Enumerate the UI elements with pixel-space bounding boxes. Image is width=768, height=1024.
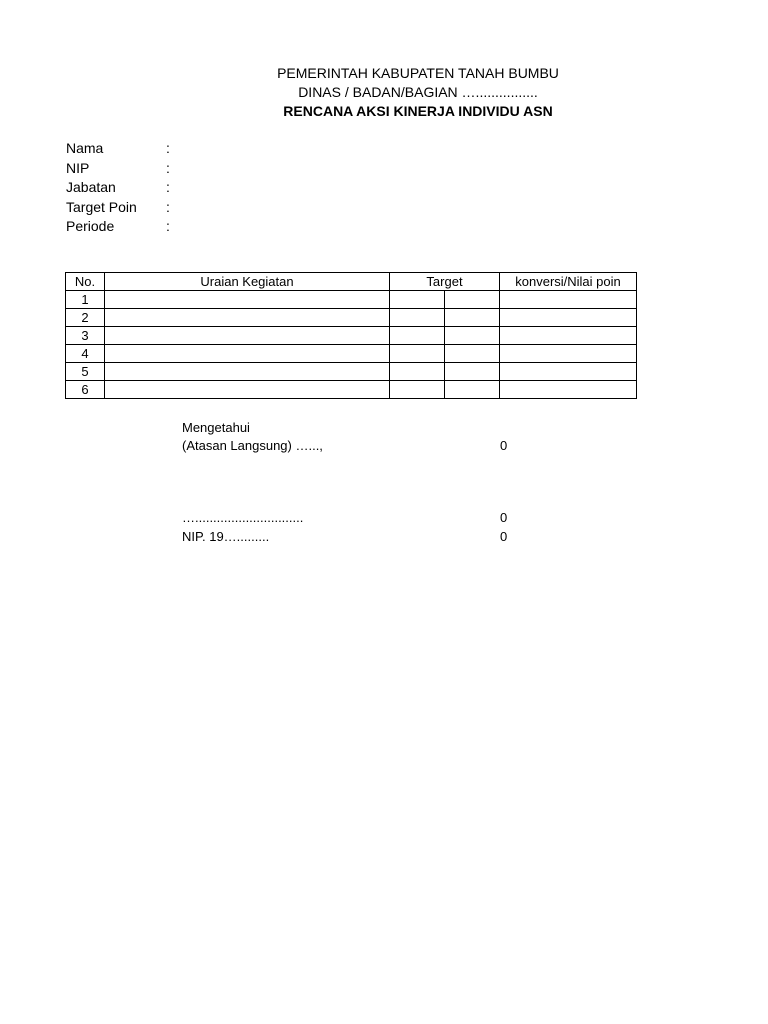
table-header-row <box>66 273 637 291</box>
target-cell-1 <box>390 363 445 381</box>
konversi-cell <box>500 381 637 399</box>
uraian-cell <box>105 381 390 399</box>
target-cell-2 <box>445 327 500 345</box>
header-target: Target <box>390 273 500 291</box>
table-row <box>66 363 637 381</box>
konversi-cell <box>500 345 637 363</box>
target-cell-1 <box>390 345 445 363</box>
atasan-value: 0 <box>500 438 508 453</box>
activity-table <box>65 272 637 399</box>
table-row <box>66 309 637 327</box>
target-cell-2 <box>445 381 500 399</box>
jabatan-colon: : <box>166 179 170 195</box>
department-line: DINAS / BADAN/BAGIAN …................ <box>298 84 538 100</box>
uraian-cell <box>105 345 390 363</box>
info-row-target-poin <box>66 198 178 218</box>
employee-info <box>66 139 178 237</box>
header-no: No. <box>66 273 105 291</box>
target-cell-2 <box>445 363 500 381</box>
konversi-cell <box>500 309 637 327</box>
signatory-name-placeholder: ….............................. <box>182 510 304 525</box>
signatory-nip-value: 0 <box>500 529 508 544</box>
row-number: 5 <box>66 363 105 381</box>
document-header <box>200 64 636 121</box>
target-poin-colon: : <box>166 198 170 215</box>
document-title: RENCANA AKSI KINERJA INDIVIDU ASN <box>283 103 553 119</box>
konversi-cell <box>500 327 637 345</box>
row-number: 2 <box>66 309 105 327</box>
info-row-nip <box>66 159 178 179</box>
table-row <box>66 381 637 399</box>
target-poin-label: Target Poin <box>66 198 137 215</box>
info-row-nama <box>66 139 178 159</box>
uraian-cell <box>105 327 390 345</box>
signatory-name-value: 0 <box>500 510 508 525</box>
nama-colon: : <box>166 140 170 156</box>
target-cell-1 <box>390 327 445 345</box>
header-konversi: konversi/Nilai poin <box>500 273 637 291</box>
target-cell-2 <box>445 309 500 327</box>
row-number: 1 <box>66 291 105 309</box>
mengetahui-label: Mengetahui <box>182 420 250 435</box>
target-cell-1 <box>390 291 445 309</box>
nama-label: Nama <box>66 140 104 156</box>
target-cell-1 <box>390 381 445 399</box>
nip-label: NIP <box>66 159 90 176</box>
info-row-periode <box>66 217 178 237</box>
atasan-label: (Atasan Langsung) …..., <box>182 438 323 453</box>
row-number: 4 <box>66 345 105 363</box>
periode-label: Periode <box>66 218 115 234</box>
jabatan-label: Jabatan <box>66 179 116 195</box>
row-number: 6 <box>66 381 105 399</box>
uraian-cell <box>105 363 390 381</box>
target-cell-2 <box>445 291 500 309</box>
konversi-cell <box>500 363 637 381</box>
table-row <box>66 291 637 309</box>
header-uraian: Uraian Kegiatan <box>105 273 390 291</box>
table-row <box>66 345 637 363</box>
row-number: 3 <box>66 327 105 345</box>
nip-colon: : <box>166 159 170 176</box>
uraian-cell <box>105 309 390 327</box>
info-row-jabatan <box>66 178 178 198</box>
target-cell-2 <box>445 345 500 363</box>
target-cell-1 <box>390 309 445 327</box>
uraian-cell <box>105 291 390 309</box>
government-title: PEMERINTAH KABUPATEN TANAH BUMBU <box>277 65 559 81</box>
table-row <box>66 327 637 345</box>
konversi-cell <box>500 291 637 309</box>
signatory-nip: NIP. 19…......... <box>182 529 270 544</box>
periode-colon: : <box>166 218 170 234</box>
